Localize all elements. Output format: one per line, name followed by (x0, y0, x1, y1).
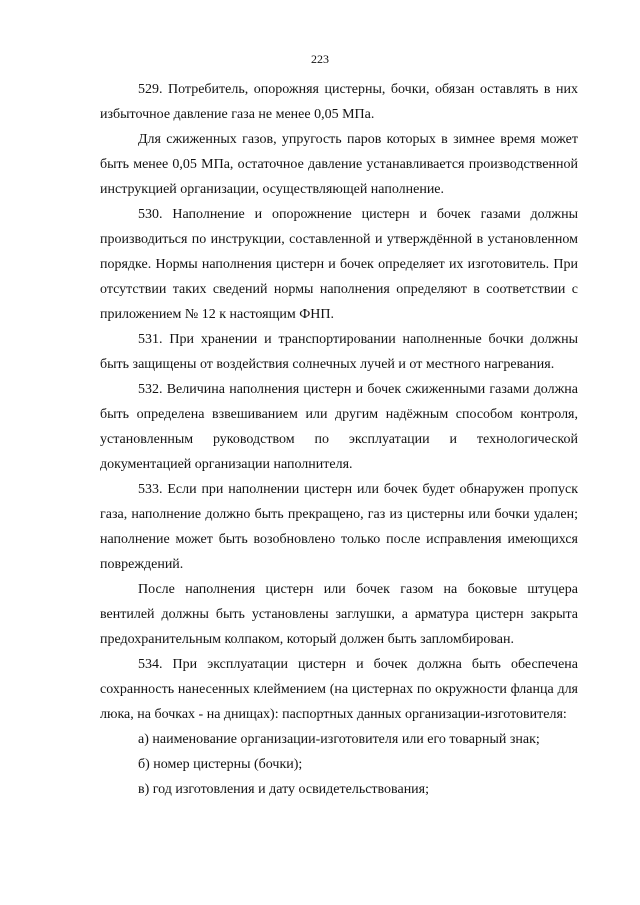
document-body (100, 77, 578, 802)
paragraph-532: 532. Величина наполнения цистерн и бочек сжиженными газами должна быть определена взвешиванием или другим надёжным способом контроля, установленным руководством по эксплуатации и технологической документацией организации наполнителя. (100, 382, 578, 472)
list-item-a: а) наименование организации-изготовителя или его товарный знак; (138, 732, 540, 747)
page-number: 223 (311, 52, 329, 66)
paragraph-529: 529. Потребитель, опорожняя цистерны, бочки, обязан оставлять в них избыточное давление газа не менее 0,05 МПа. (100, 82, 578, 122)
paragraph-534: 534. При эксплуатации цистерн и бочек должна быть обеспечена сохранность нанесенных клеймением (на цистернах по окружности фланца для люка, на бочках - на днищах): паспортных данных организации-изготовителя: (100, 657, 578, 722)
list-item-b: б) номер цистерны (бочки); (138, 757, 303, 772)
paragraph-liquefied-gases: Для сжиженных газов, упругость паров которых в зимнее время может быть менее 0,05 МПа, остаточное давление устанавливается производственной инструкцией организации, осуществляющей наполнение. (100, 132, 578, 197)
paragraph-530: 530. Наполнение и опорожнение цистерн и бочек газами должны производиться по инструкции, составленной и утверждённой в установленном порядке. Нормы наполнения цистерн и бочек определяет их изготовитель. При отсутствии таких сведений нормы наполнения определяют в соответствии с приложением № 12 к настоящим ФНП. (100, 207, 578, 322)
paragraph-after-filling: После наполнения цистерн или бочек газом на боковые штуцера вентилей должны быть установлены заглушки, а арматура цистерн закрыта предохранительным колпаком, который должен быть запломбирован. (100, 582, 578, 647)
list-item-c: в) год изготовления и дату освидетельствования; (138, 782, 430, 797)
paragraph-533: 533. Если при наполнении цистерн или бочек будет обнаружен пропуск газа, наполнение должно быть прекращено, газ из цистерны или бочки удален; наполнение может быть возобновлено только после исправления имеющихся повреждений. (100, 482, 578, 572)
paragraph-531: 531. При хранении и транспортировании наполненные бочки должны быть защищены от воздействия солнечных лучей и от местного нагревания. (100, 332, 578, 372)
